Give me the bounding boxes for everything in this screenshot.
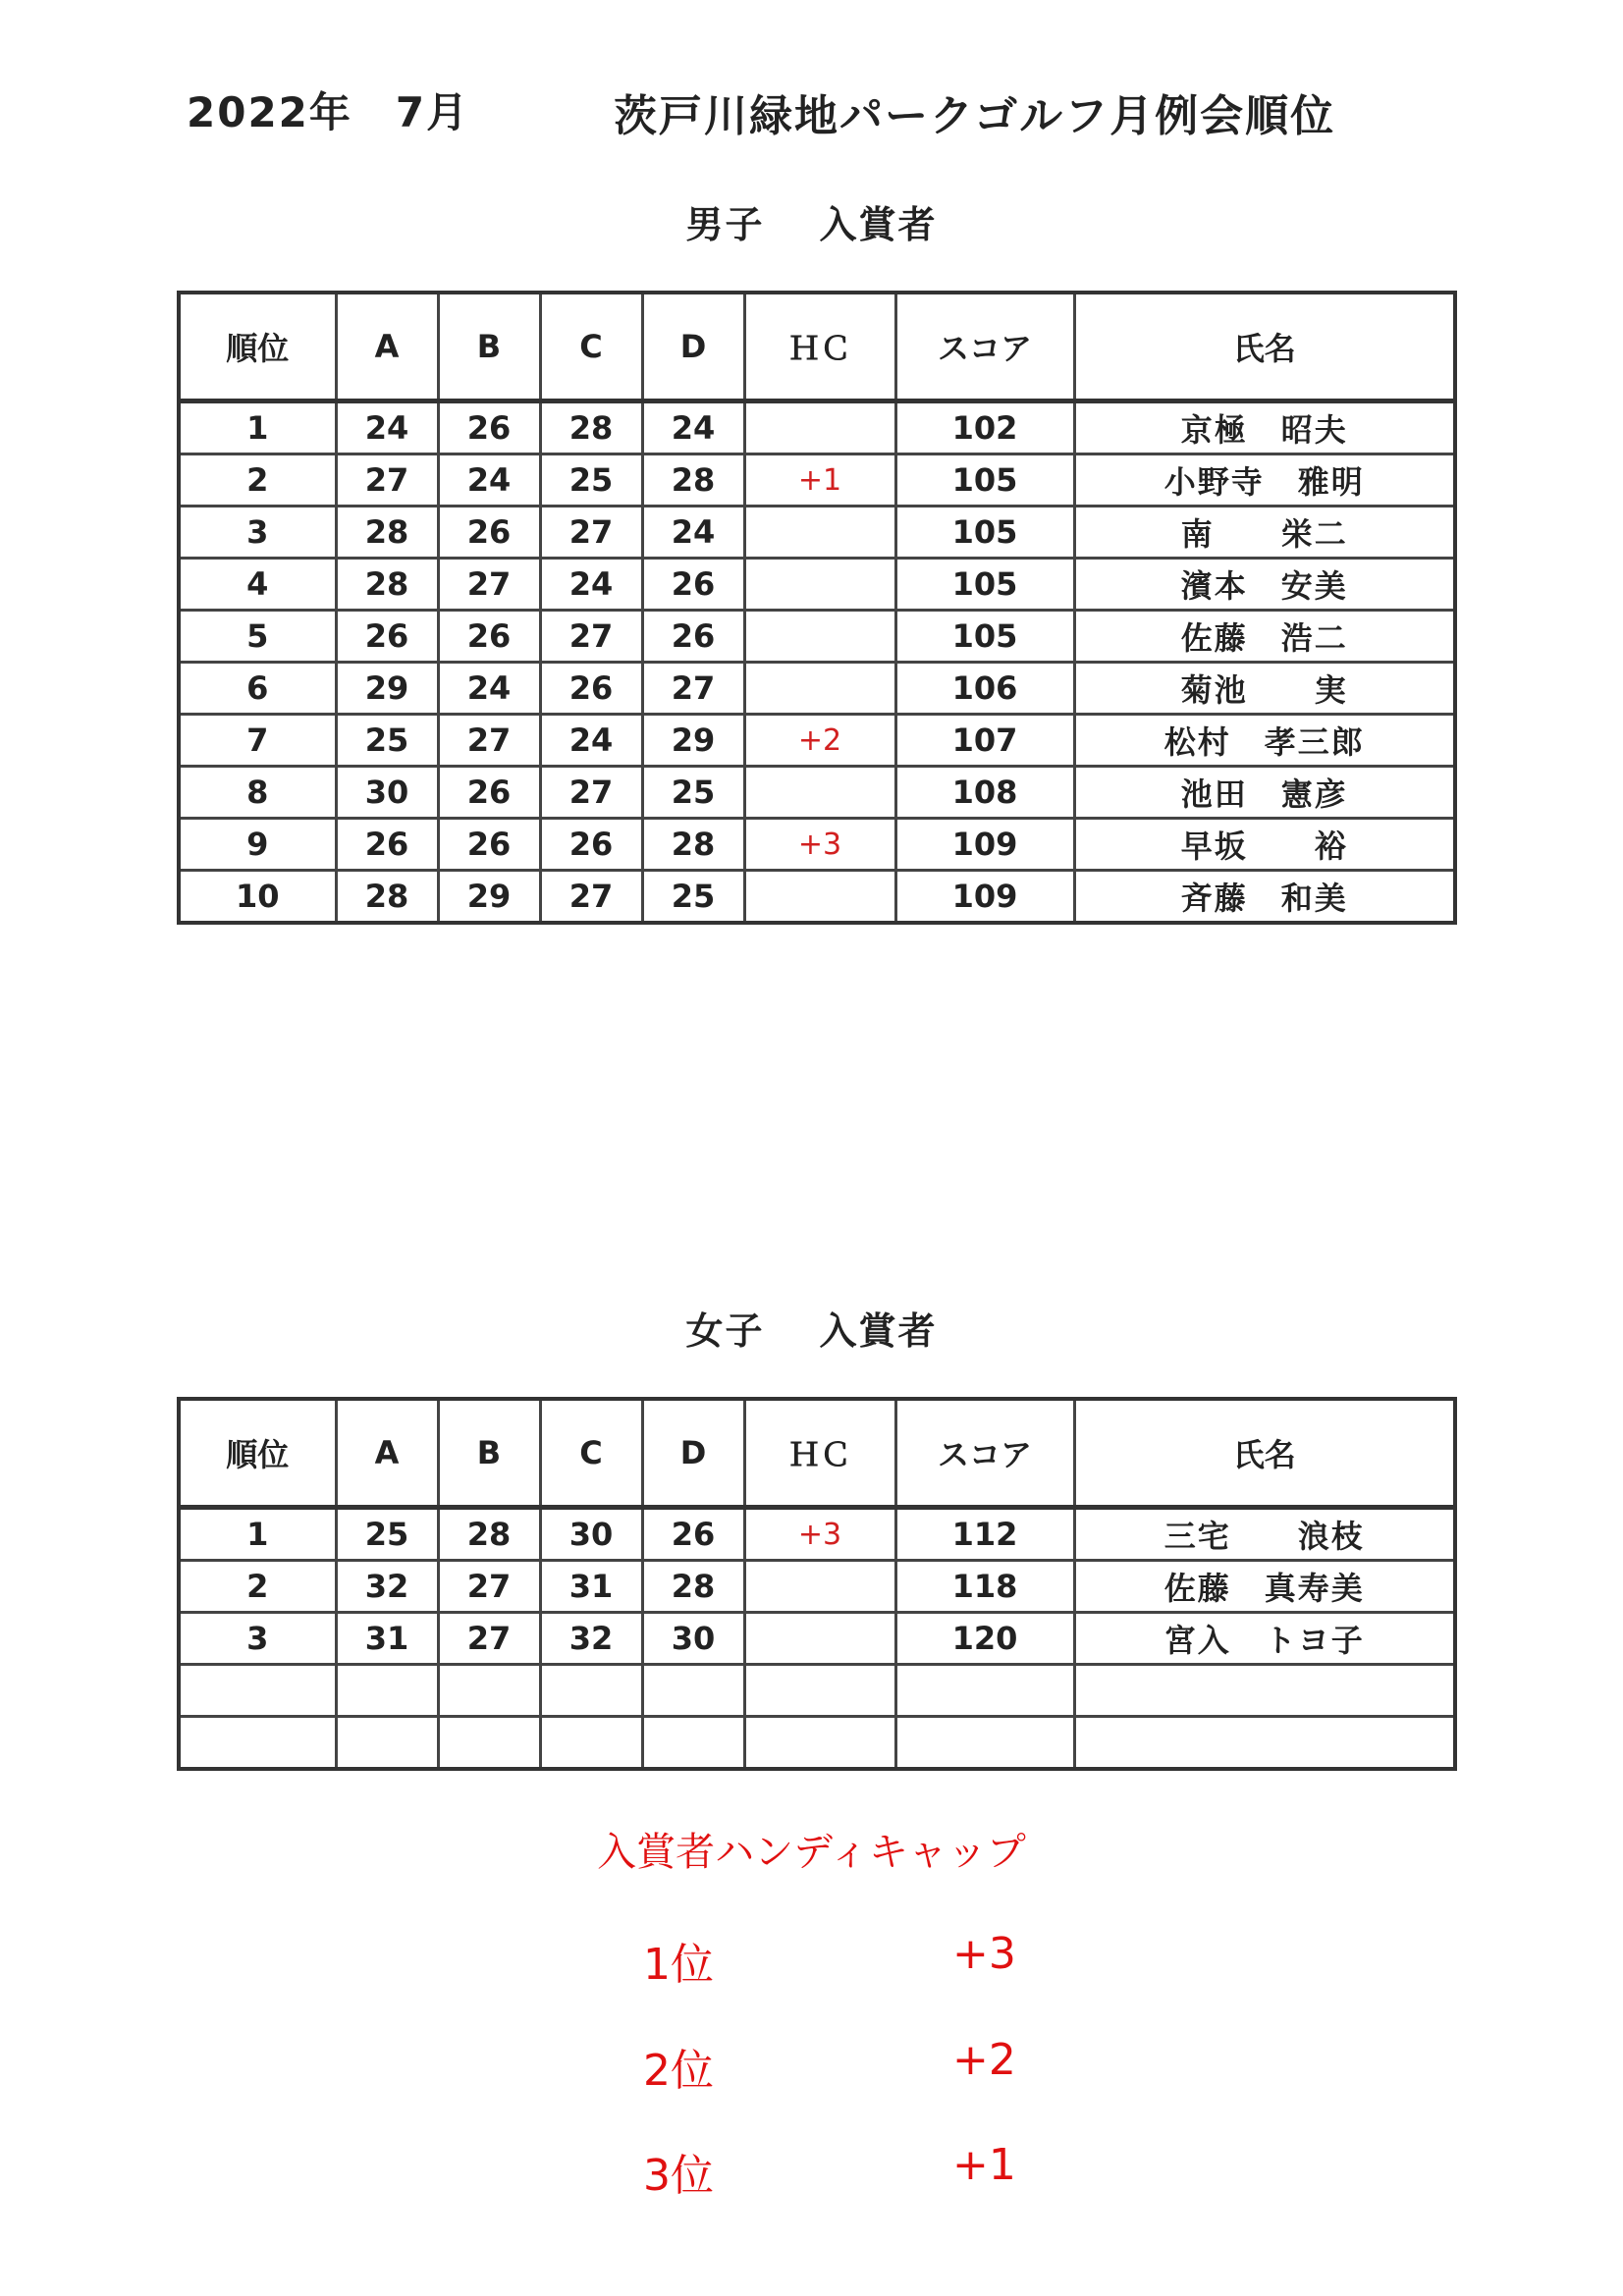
hole-c-cell: 27: [540, 507, 642, 559]
hole-d-cell: [642, 1665, 744, 1717]
hole-c-cell: 26: [540, 819, 642, 871]
name-cell: 菊池 実: [1074, 663, 1455, 715]
hole-a-cell: 24: [336, 401, 438, 454]
table-header-row: [179, 293, 1455, 401]
name-cell: 京極 昭夫: [1074, 401, 1455, 454]
handicap-rank: 2位: [643, 2046, 714, 2096]
name-cell: 斉藤 和美: [1074, 871, 1455, 924]
page-title: [0, 80, 1623, 139]
hole-a-cell: 31: [336, 1613, 438, 1665]
hole-d-cell: 26: [642, 611, 744, 663]
hole-b-cell: 26: [438, 819, 540, 871]
men-heading-left: 男子: [685, 203, 765, 246]
score-cell: 109: [895, 871, 1074, 924]
column-header: スコア: [895, 1399, 1074, 1508]
table-row: [179, 1508, 1455, 1561]
hole-d-cell: 26: [642, 559, 744, 611]
score-cell: 107: [895, 715, 1074, 767]
name-cell: 早坂 裕: [1074, 819, 1455, 871]
hole-c-cell: 27: [540, 871, 642, 924]
rank-cell: 1: [179, 1508, 336, 1561]
score-cell: [895, 1717, 1074, 1770]
table-row: [179, 1717, 1455, 1770]
hole-d-cell: 29: [642, 715, 744, 767]
handicap-cell: +1: [744, 454, 895, 507]
handicap-cell: [744, 1665, 895, 1717]
score-cell: [895, 1665, 1074, 1717]
hole-d-cell: 28: [642, 819, 744, 871]
rank-cell: 2: [179, 454, 336, 507]
men-heading-right: 入賞者: [819, 203, 938, 246]
rank-cell: 2: [179, 1561, 336, 1613]
column-header: C: [540, 1399, 642, 1508]
name-cell: 佐藤 真寿美: [1074, 1561, 1455, 1613]
handicap-value: +3: [952, 1929, 1016, 1979]
handicap-cell: [744, 663, 895, 715]
hole-a-cell: 26: [336, 611, 438, 663]
hole-a-cell: [336, 1665, 438, 1717]
hole-c-cell: 24: [540, 559, 642, 611]
table-row: [179, 401, 1455, 454]
hole-a-cell: [336, 1717, 438, 1770]
hole-d-cell: 28: [642, 1561, 744, 1613]
women-heading-right: 入賞者: [819, 1309, 938, 1353]
rank-cell: [179, 1717, 336, 1770]
table-row: [179, 1613, 1455, 1665]
table-row: [179, 559, 1455, 611]
column-header: スコア: [895, 293, 1074, 401]
hole-c-cell: [540, 1717, 642, 1770]
column-header: ＨＣ: [744, 293, 895, 401]
column-header: A: [336, 1399, 438, 1508]
rank-cell: 3: [179, 1613, 336, 1665]
table-row: [179, 871, 1455, 924]
hole-b-cell: 29: [438, 871, 540, 924]
rank-cell: 3: [179, 507, 336, 559]
rank-cell: 4: [179, 559, 336, 611]
table-row: [179, 715, 1455, 767]
men-results-table: [177, 291, 1457, 925]
hole-a-cell: 28: [336, 507, 438, 559]
hole-b-cell: 26: [438, 767, 540, 819]
hole-c-cell: 32: [540, 1613, 642, 1665]
table-row: [179, 819, 1455, 871]
hole-b-cell: [438, 1717, 540, 1770]
score-cell: 118: [895, 1561, 1074, 1613]
men-section-heading: [0, 194, 1623, 248]
score-cell: 112: [895, 1508, 1074, 1561]
handicap-cell: [744, 1613, 895, 1665]
hole-b-cell: 26: [438, 401, 540, 454]
name-cell: 濱本 安美: [1074, 559, 1455, 611]
hole-d-cell: 24: [642, 507, 744, 559]
hole-a-cell: 32: [336, 1561, 438, 1613]
column-header: D: [642, 293, 744, 401]
hole-d-cell: 30: [642, 1613, 744, 1665]
hole-a-cell: 27: [336, 454, 438, 507]
table-row: [179, 507, 1455, 559]
hole-c-cell: 27: [540, 767, 642, 819]
hole-c-cell: 31: [540, 1561, 642, 1613]
rank-cell: 8: [179, 767, 336, 819]
hole-a-cell: 28: [336, 871, 438, 924]
hole-a-cell: 29: [336, 663, 438, 715]
name-cell: 池田 憲彦: [1074, 767, 1455, 819]
hole-d-cell: 24: [642, 401, 744, 454]
handicap-value: +1: [952, 2140, 1016, 2190]
name-cell: 南 栄二: [1074, 507, 1455, 559]
column-header: A: [336, 293, 438, 401]
score-cell: 108: [895, 767, 1074, 819]
handicap-cell: +3: [744, 819, 895, 871]
table-row: [179, 663, 1455, 715]
handicap-cell: [744, 1561, 895, 1613]
hole-b-cell: 26: [438, 611, 540, 663]
score-cell: 102: [895, 401, 1074, 454]
rank-cell: 6: [179, 663, 336, 715]
handicap-cell: [744, 401, 895, 454]
hole-b-cell: 27: [438, 715, 540, 767]
hole-c-cell: [540, 1665, 642, 1717]
hole-d-cell: [642, 1717, 744, 1770]
table-row: [179, 454, 1455, 507]
hole-d-cell: 28: [642, 454, 744, 507]
handicap-cell: [744, 1717, 895, 1770]
table-header-row: [179, 1399, 1455, 1508]
column-header: 氏名: [1074, 1399, 1455, 1508]
hole-c-cell: 24: [540, 715, 642, 767]
column-header: C: [540, 293, 642, 401]
handicap-cell: [744, 871, 895, 924]
women-results-table: [177, 1397, 1457, 1771]
score-cell: 109: [895, 819, 1074, 871]
hole-b-cell: 28: [438, 1508, 540, 1561]
hole-d-cell: 26: [642, 1508, 744, 1561]
score-cell: 120: [895, 1613, 1074, 1665]
table-row: [179, 1561, 1455, 1613]
hole-b-cell: 26: [438, 507, 540, 559]
score-cell: 106: [895, 663, 1074, 715]
hole-c-cell: 26: [540, 663, 642, 715]
hole-b-cell: 27: [438, 559, 540, 611]
hole-d-cell: 25: [642, 871, 744, 924]
handicap-rank: 3位: [643, 2151, 714, 2201]
name-cell: 三宅 浪枝: [1074, 1508, 1455, 1561]
hole-b-cell: 24: [438, 454, 540, 507]
hole-a-cell: 30: [336, 767, 438, 819]
hole-b-cell: [438, 1665, 540, 1717]
handicap-cell: [744, 507, 895, 559]
handicap-cell: +2: [744, 715, 895, 767]
women-heading-left: 女子: [685, 1309, 765, 1353]
hole-a-cell: 26: [336, 819, 438, 871]
title-event-name: 茨戸川緑地パークゴルフ月例会順位: [614, 91, 1336, 141]
column-header: 順位: [179, 293, 336, 401]
column-header: B: [438, 1399, 540, 1508]
column-header: 順位: [179, 1399, 336, 1508]
table-row: [179, 1665, 1455, 1717]
rank-cell: 9: [179, 819, 336, 871]
hole-d-cell: 27: [642, 663, 744, 715]
hole-c-cell: 27: [540, 611, 642, 663]
handicap-value: +2: [952, 2035, 1016, 2085]
rank-cell: 5: [179, 611, 336, 663]
handicap-rank: 1位: [643, 1940, 714, 1990]
title-date: 2022年 7月: [187, 88, 470, 136]
name-cell: 宮入 トヨ子: [1074, 1613, 1455, 1665]
rank-cell: 10: [179, 871, 336, 924]
score-cell: 105: [895, 507, 1074, 559]
handicap-cell: [744, 611, 895, 663]
column-header: B: [438, 293, 540, 401]
rank-cell: 7: [179, 715, 336, 767]
hole-c-cell: 30: [540, 1508, 642, 1561]
score-cell: 105: [895, 611, 1074, 663]
hole-b-cell: 27: [438, 1561, 540, 1613]
hole-b-cell: 24: [438, 663, 540, 715]
score-cell: 105: [895, 559, 1074, 611]
hole-b-cell: 27: [438, 1613, 540, 1665]
handicap-cell: [744, 559, 895, 611]
name-cell: 松村 孝三郎: [1074, 715, 1455, 767]
column-header: 氏名: [1074, 293, 1455, 401]
women-section-heading: [0, 1301, 1623, 1355]
hole-c-cell: 25: [540, 454, 642, 507]
rank-cell: [179, 1665, 336, 1717]
column-header: ＨＣ: [744, 1399, 895, 1508]
handicap-cell: +3: [744, 1508, 895, 1561]
rank-cell: 1: [179, 401, 336, 454]
hole-a-cell: 28: [336, 559, 438, 611]
hole-a-cell: 25: [336, 1508, 438, 1561]
table-row: [179, 767, 1455, 819]
name-cell: [1074, 1665, 1455, 1717]
column-header: D: [642, 1399, 744, 1508]
handicap-cell: [744, 767, 895, 819]
hole-a-cell: 25: [336, 715, 438, 767]
handicap-title: 入賞者ハンディキャップ: [597, 1830, 1026, 1875]
hole-c-cell: 28: [540, 401, 642, 454]
name-cell: [1074, 1717, 1455, 1770]
name-cell: 佐藤 浩二: [1074, 611, 1455, 663]
name-cell: 小野寺 雅明: [1074, 454, 1455, 507]
table-row: [179, 611, 1455, 663]
score-cell: 105: [895, 454, 1074, 507]
hole-d-cell: 25: [642, 767, 744, 819]
